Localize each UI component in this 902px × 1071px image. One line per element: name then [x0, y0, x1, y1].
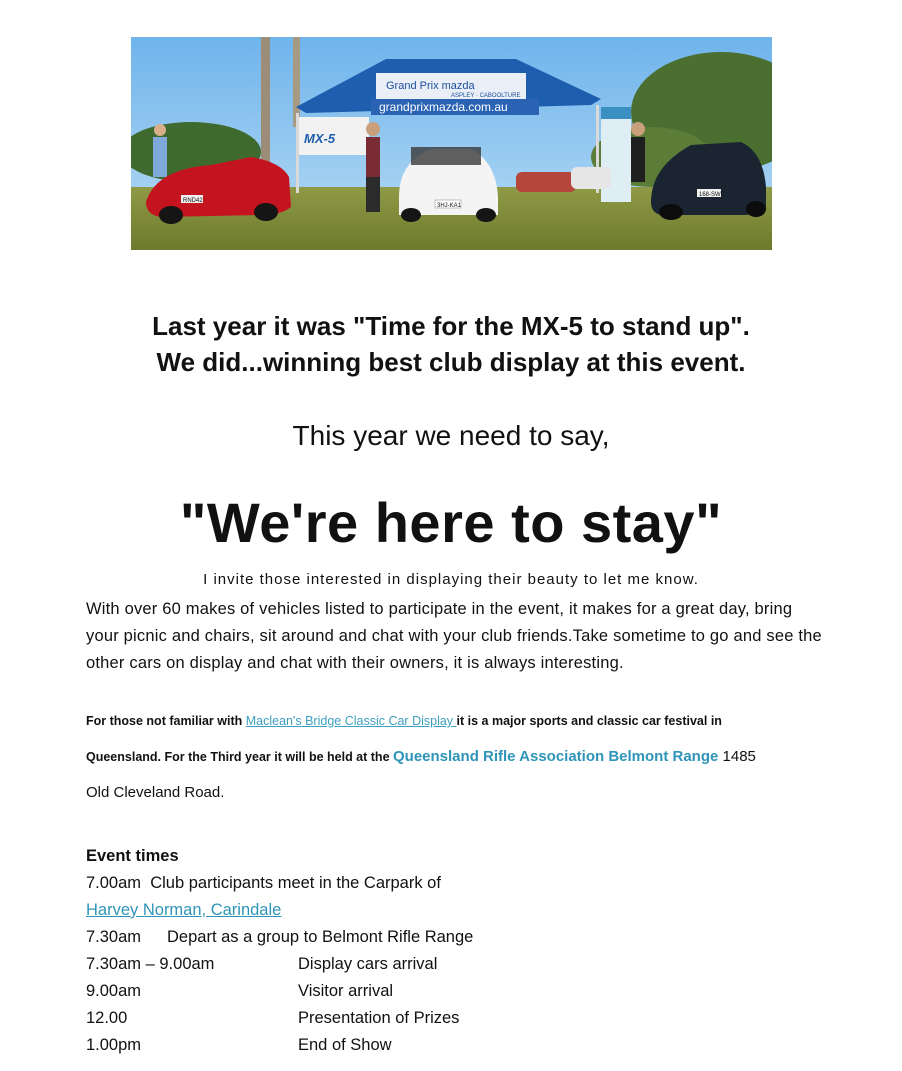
- event-time: 7.30am: [86, 928, 142, 946]
- event-times-title: Event times: [86, 847, 179, 865]
- event-row: [86, 978, 786, 1005]
- plate-right: 168-SWF: [699, 192, 725, 198]
- festival-line-2: [86, 747, 756, 767]
- event-time: 7.30am – 9.00am: [86, 955, 215, 973]
- intro-line-3: This year we need to say,: [292, 420, 610, 451]
- event-desc: Visitor arrival: [298, 982, 394, 1000]
- invite-text: I invite those interested in displaying their beauty to let me know.: [203, 571, 699, 588]
- slogan: "We're here to stay": [179, 491, 723, 554]
- macleans-bridge-link[interactable]: Maclean's Bridge Classic Car Display: [245, 714, 457, 728]
- plate-left: RND42: [183, 198, 203, 204]
- mx5-banner: MX-5: [304, 131, 336, 146]
- harvey-norman-link[interactable]: Harvey Norman, Carindale: [86, 901, 282, 919]
- rifle-association-link-text: Queensland Rifle Association Belmont Range: [393, 748, 723, 765]
- rifle-association-link[interactable]: [393, 748, 723, 765]
- event-time: 1.00pm: [86, 1036, 142, 1054]
- event-row: [86, 924, 786, 951]
- event-photo: [131, 37, 772, 250]
- event-row-meet-link: [86, 897, 786, 924]
- intro-heading: [0, 308, 902, 380]
- event-row: [86, 951, 786, 978]
- festival-line-1: [86, 711, 722, 731]
- event-time: 12.00: [86, 1009, 128, 1027]
- tent-sub: ASPLEY · CABOOLTURE: [451, 93, 521, 99]
- event-row: [86, 1005, 786, 1032]
- address-street: Old Cleveland Road.: [86, 784, 225, 801]
- description-paragraph: With over 60 makes of vehicles listed to participate in the event, it makes for a great day, bring your picnic and chairs, sit around and chat with your club friends.Take sometime to go and see the other cars on display and chat with their owners, it is always interesting.: [86, 600, 822, 672]
- tent-brand: Grand Prix mazda: [386, 80, 475, 92]
- event-row: [86, 1032, 786, 1059]
- event-time: 7.00am: [86, 874, 142, 892]
- intro-line-2: We did...winning best club display at this event.: [156, 347, 746, 377]
- tent-url: grandprixmazda.com.au: [379, 100, 508, 114]
- festival-suffix: it is a major sports and classic car festival in: [456, 714, 722, 728]
- address-number: 1485: [722, 748, 756, 765]
- event-row-meet: [86, 870, 786, 897]
- event-desc: Depart as a group to Belmont Rifle Range: [167, 928, 474, 946]
- event-desc: Display cars arrival: [298, 955, 438, 973]
- event-desc: Presentation of Prizes: [298, 1009, 460, 1027]
- intro-line-1: Last year it was "Time for the MX-5 to stand up".: [152, 311, 750, 341]
- event-times: [86, 843, 786, 1059]
- festival-prefix: For those not familiar with: [86, 714, 246, 728]
- event-time: 9.00am: [86, 982, 142, 1000]
- plate-mid: 3HJ-KA1: [437, 203, 462, 209]
- event-desc: End of Show: [298, 1036, 392, 1054]
- festival-line2-prefix: Queensland. For the Third year it will be held at the: [86, 750, 393, 764]
- event-desc: Club participants meet in the Carpark of: [150, 874, 441, 892]
